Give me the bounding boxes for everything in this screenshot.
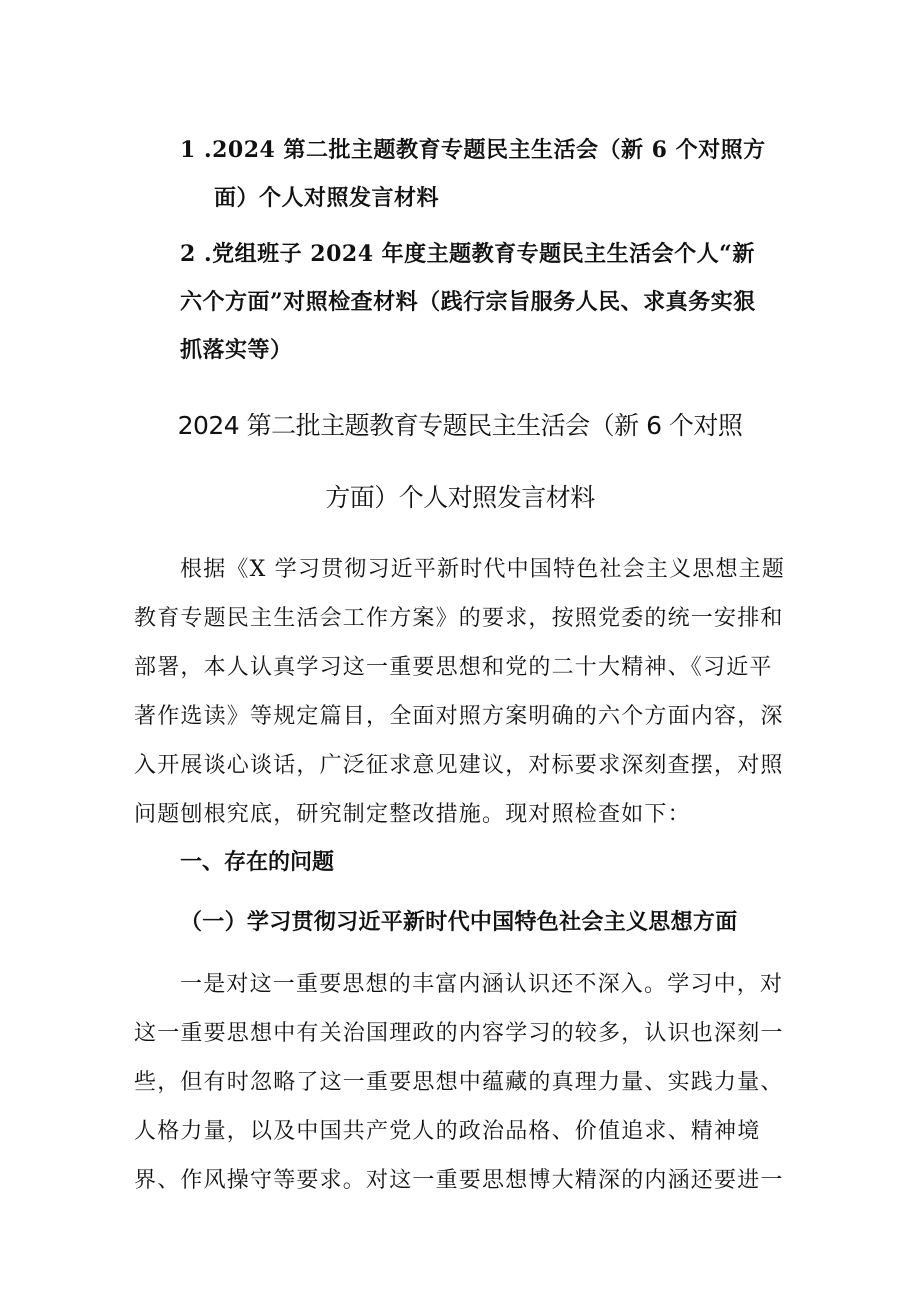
toc-item-2[interactable] (180, 230, 790, 374)
toc-item-1-line-2: 面）个人对照发言材料 (214, 185, 440, 211)
paragraph-line: 入开展谈心谈话，广泛征求意见建议，对标要求深刻查摆，对照 (134, 753, 784, 778)
document-title-line-1: 2024 第二批主题教育专题民主生活会（新 6 个对照 (177, 411, 743, 440)
paragraph-line: 些，但有时忽略了这一重要思想中蕴藏的真理力量、实践力量、 (134, 1070, 784, 1095)
toc-item-1[interactable] (180, 126, 790, 222)
toc-item-2-line-3: 抓落实等） (180, 337, 293, 363)
paragraph-line: 著作选读》等规定篇目，全面对照方案明确的六个方面内容，深 (134, 704, 784, 729)
intro-paragraph (134, 545, 794, 839)
paragraph-line: 这一重要思想中有关治国理政的内容学习的较多，认识也深刻一 (134, 1021, 784, 1046)
paragraph-line: 部署，本人认真学习这一重要思想和党的二十大精神、《习近平 (134, 655, 773, 680)
paragraph-line: 一是对这一重要思想的丰富内涵认识还不深入。学习中，对 (180, 972, 784, 997)
toc-item-2-line-2: 六个方面”对照检查材料（践行宗旨服务人民、求真务实狠 (180, 289, 756, 315)
subsection-heading: （一）学习贯彻习近平新时代中国特色社会主义思想方面 (180, 909, 738, 935)
section-heading: 一、存在的问题 (180, 849, 335, 875)
paragraph-line: 人格力量，以及中国共产党人的政治品格、价值追求、精神境 (134, 1119, 761, 1144)
toc-item-1-line-1: 1 .2024 第二批主题教育专题民主生活会（新 6 个对照方 (180, 137, 766, 163)
paragraph-line: 根据《X 学习贯彻习近平新时代中国特色社会主义思想主题 (180, 557, 786, 582)
paragraph-line: 问题刨根究底，研究制定整改措施。现对照检查如下： (134, 802, 691, 827)
paragraph-line: 教育专题民主生活会工作方案》的要求，按照党委的统一安排和 (134, 606, 784, 631)
paragraph-line: 界、作风操守等要求。对这一重要思想博大精深的内涵还要进一 (134, 1168, 784, 1193)
toc-item-2-line-1: 2 .党组班子 2024 年度主题教育专题民主生活会个人“新 (180, 241, 755, 267)
problem-paragraph (134, 960, 794, 1205)
table-of-contents (180, 126, 790, 374)
document-title-line-2: 方面）个人对照发言材料 (325, 483, 595, 512)
